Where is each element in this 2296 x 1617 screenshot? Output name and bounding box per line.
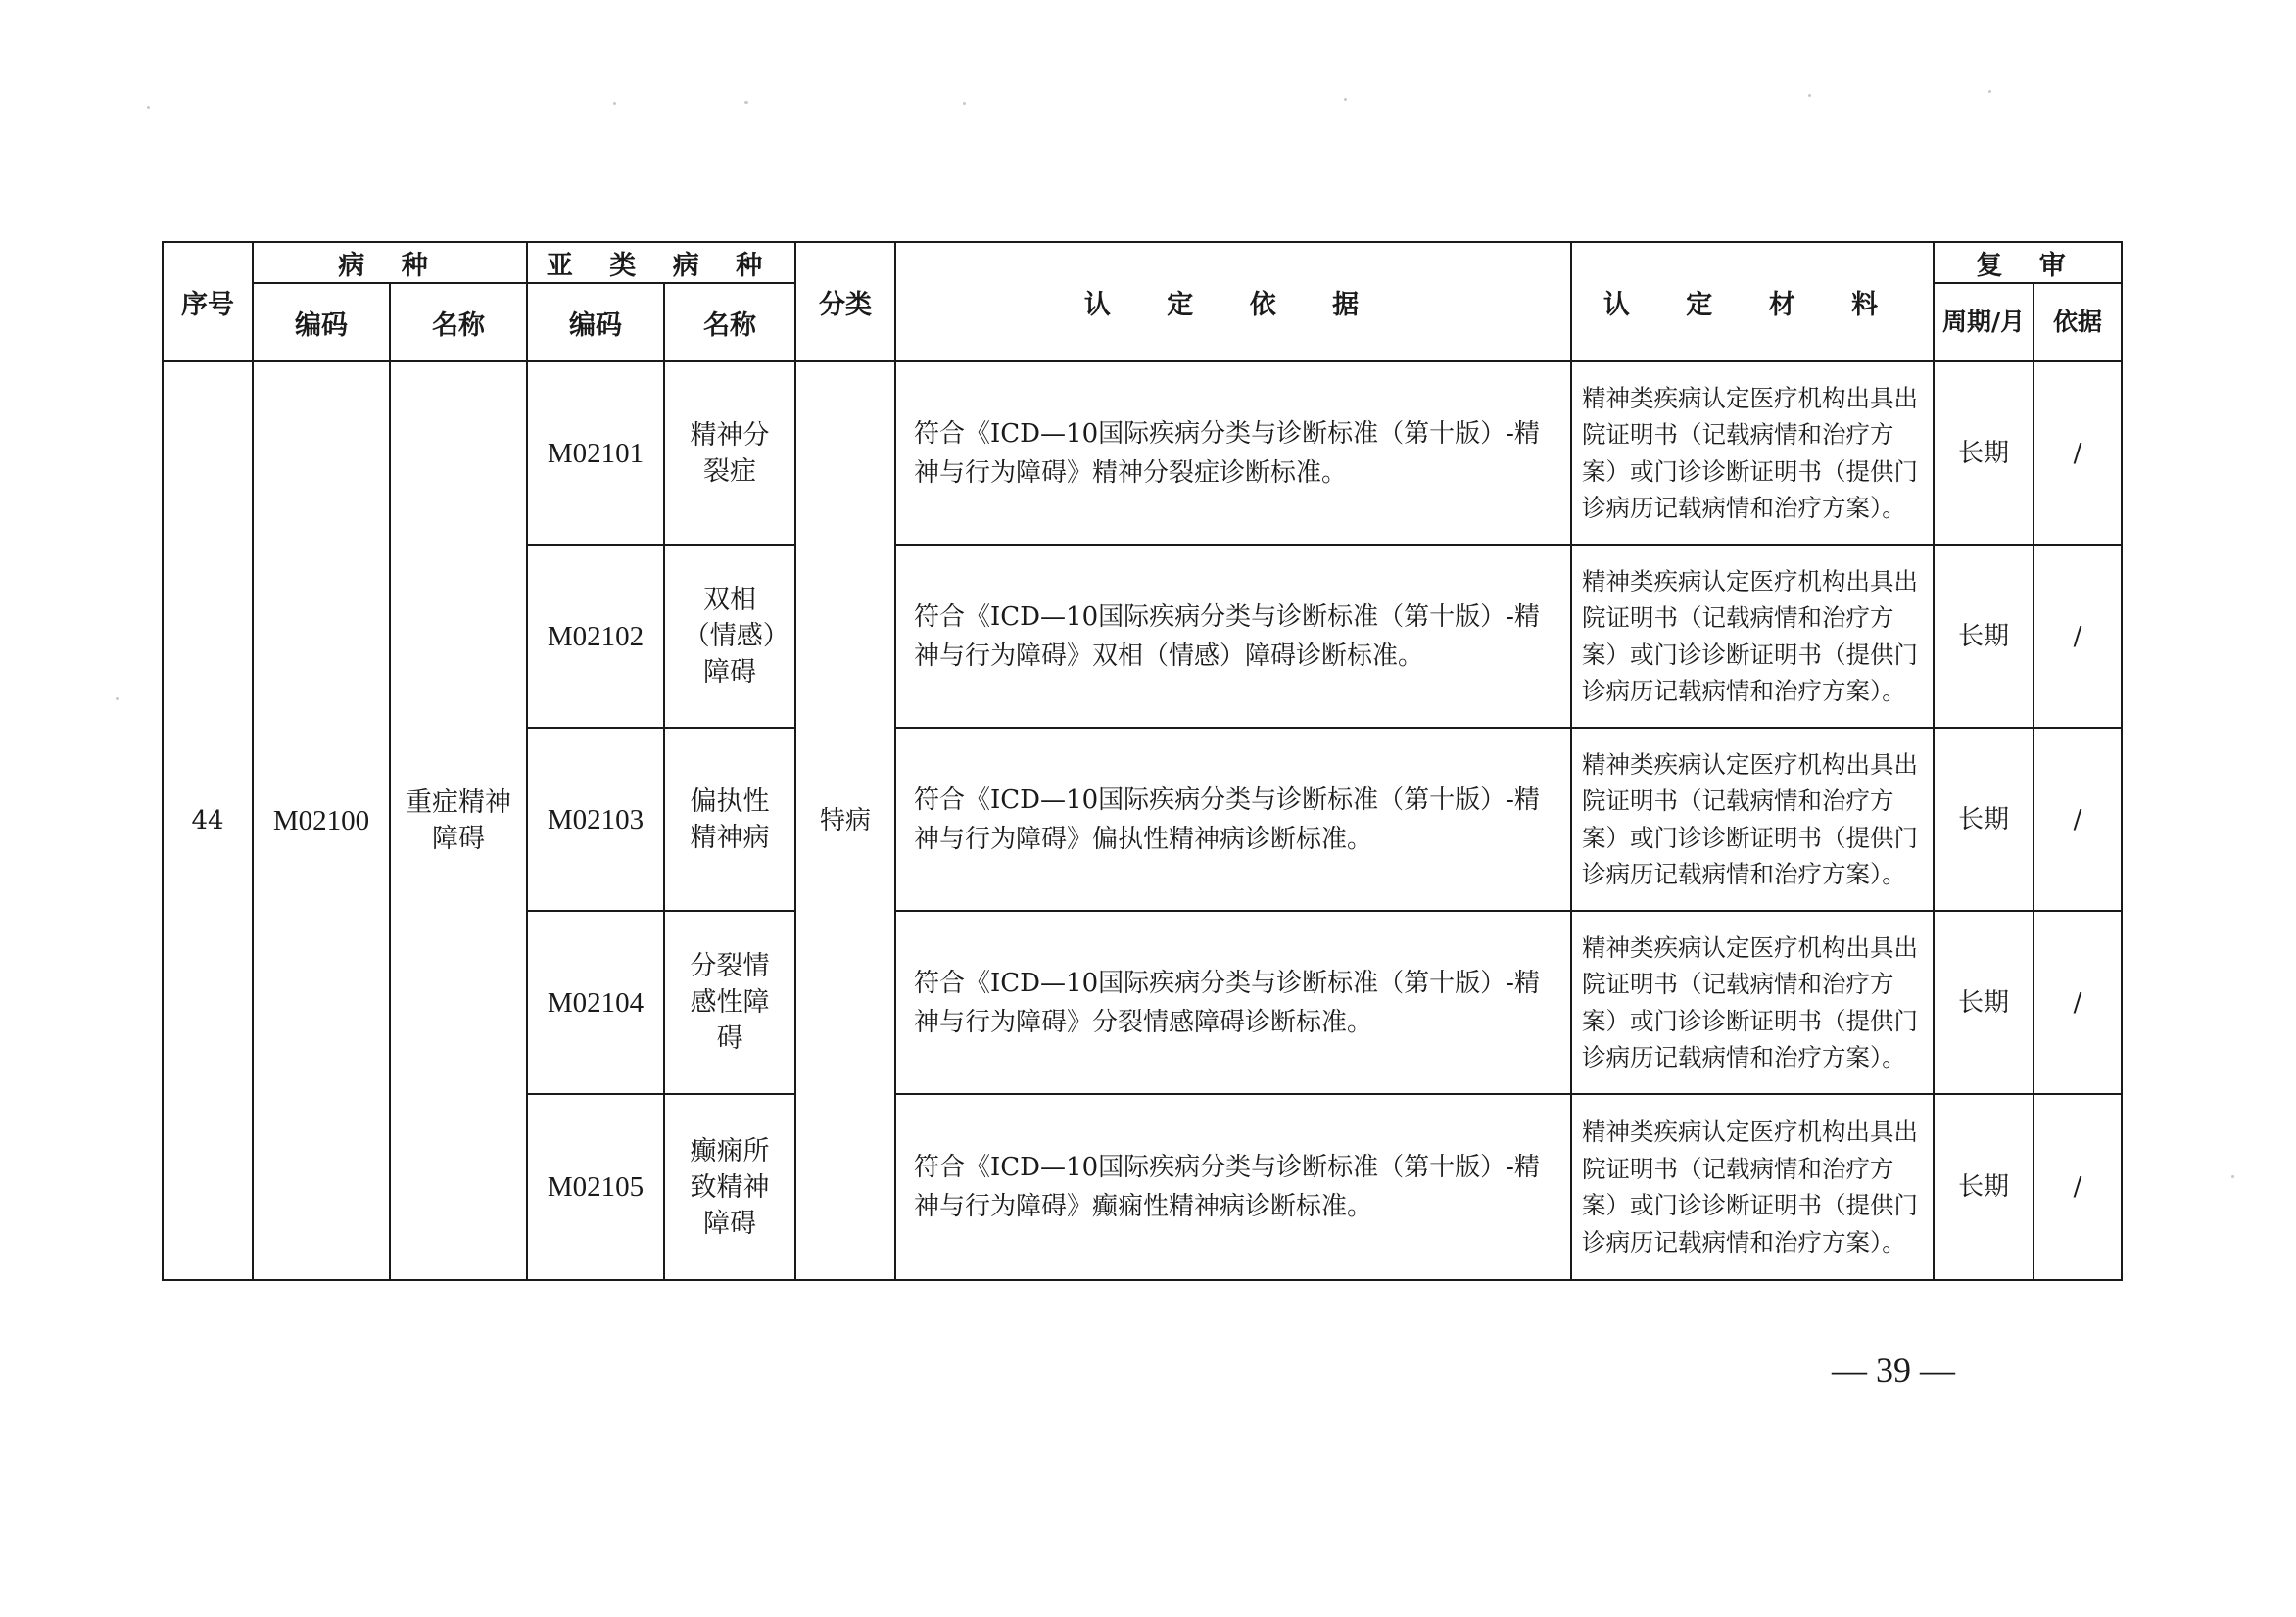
review-period: 长期 bbox=[1934, 545, 2033, 728]
header-name: 名称 bbox=[390, 283, 527, 361]
basis-text: 符合《ICD—10国际疾病分类与诊断标准（第十版）-精神与行为障碍》癫痫性精神病诊断标准。 bbox=[895, 1094, 1571, 1280]
sub-code: M02105 bbox=[527, 1094, 664, 1280]
material-text: 精神类疾病认定医疗机构出具出院证明书（记载病情和治疗方案）或门诊诊断证明书（提供门诊病历记载病情和治疗方案）。 bbox=[1571, 545, 1934, 728]
header-code: 编码 bbox=[253, 283, 390, 361]
table-row bbox=[163, 361, 2122, 545]
header-period: 周期/月 bbox=[1934, 283, 2033, 361]
header-seq: 序号 bbox=[163, 242, 253, 361]
scan-speck bbox=[744, 101, 748, 104]
basis-text: 符合《ICD—10国际疾病分类与诊断标准（第十版）-精神与行为障碍》偏执性精神病诊断标准。 bbox=[895, 728, 1571, 911]
scan-speck bbox=[1988, 90, 1991, 93]
sub-code: M02101 bbox=[527, 361, 664, 545]
scan-speck bbox=[1808, 94, 1811, 97]
header-review: 复 审 bbox=[1934, 242, 2122, 283]
header-category: 分类 bbox=[795, 242, 895, 361]
header-basis: 认 定 依 据 bbox=[895, 242, 1571, 361]
review-period: 长期 bbox=[1934, 728, 2033, 911]
basis-text: 符合《ICD—10国际疾病分类与诊断标准（第十版）-精神与行为障碍》精神分裂症诊断标准。 bbox=[895, 361, 1571, 545]
header-sub-name: 名称 bbox=[664, 283, 795, 361]
header-review-basis: 依据 bbox=[2033, 283, 2122, 361]
page-number: — 39 — bbox=[1832, 1351, 1955, 1390]
review-basis: / bbox=[2033, 361, 2122, 545]
sub-name: 双相（情感）障碍 bbox=[664, 545, 795, 728]
group-seq: 44 bbox=[163, 361, 253, 1280]
sub-name: 分裂情感性障碍 bbox=[664, 911, 795, 1094]
scan-speck bbox=[147, 106, 150, 109]
sub-code: M02103 bbox=[527, 728, 664, 911]
header-sub-code: 编码 bbox=[527, 283, 664, 361]
basis-text: 符合《ICD—10国际疾病分类与诊断标准（第十版）-精神与行为障碍》双相（情感）障碍诊断标准。 bbox=[895, 545, 1571, 728]
basis-text: 符合《ICD—10国际疾病分类与诊断标准（第十版）-精神与行为障碍》分裂情感障碍诊断标准。 bbox=[895, 911, 1571, 1094]
group-code: M02100 bbox=[253, 361, 390, 1280]
material-text: 精神类疾病认定医疗机构出具出院证明书（记载病情和治疗方案）或门诊诊断证明书（提供门诊病历记载病情和治疗方案）。 bbox=[1571, 728, 1934, 911]
scan-speck bbox=[1344, 98, 1347, 101]
scan-speck bbox=[2231, 1175, 2234, 1178]
disease-table bbox=[162, 241, 2123, 1281]
sub-code: M02102 bbox=[527, 545, 664, 728]
review-period: 长期 bbox=[1934, 911, 2033, 1094]
group-name: 重症精神障碍 bbox=[390, 361, 527, 1280]
scan-speck bbox=[963, 102, 966, 105]
material-text: 精神类疾病认定医疗机构出具出院证明书（记载病情和治疗方案）或门诊诊断证明书（提供门诊病历记载病情和治疗方案）。 bbox=[1571, 361, 1934, 545]
scan-speck bbox=[116, 697, 119, 700]
scan-speck bbox=[613, 102, 616, 105]
material-text: 精神类疾病认定医疗机构出具出院证明书（记载病情和治疗方案）或门诊诊断证明书（提供门诊病历记载病情和治疗方案）。 bbox=[1571, 1094, 1934, 1280]
sub-name: 癫痫所致精神障碍 bbox=[664, 1094, 795, 1280]
material-text: 精神类疾病认定医疗机构出具出院证明书（记载病情和治疗方案）或门诊诊断证明书（提供门诊病历记载病情和治疗方案）。 bbox=[1571, 911, 1934, 1094]
review-basis: / bbox=[2033, 911, 2122, 1094]
review-basis: / bbox=[2033, 1094, 2122, 1280]
header-material: 认 定 材 料 bbox=[1571, 242, 1934, 361]
review-basis: / bbox=[2033, 545, 2122, 728]
review-period: 长期 bbox=[1934, 1094, 2033, 1280]
sub-code: M02104 bbox=[527, 911, 664, 1094]
header-subcategory: 亚 类 病 种 bbox=[527, 242, 795, 283]
group-category: 特病 bbox=[795, 361, 895, 1280]
sub-name: 偏执性精神病 bbox=[664, 728, 795, 911]
sub-name: 精神分裂症 bbox=[664, 361, 795, 545]
review-basis: / bbox=[2033, 728, 2122, 911]
header-disease: 病 种 bbox=[253, 242, 527, 283]
review-period: 长期 bbox=[1934, 361, 2033, 545]
